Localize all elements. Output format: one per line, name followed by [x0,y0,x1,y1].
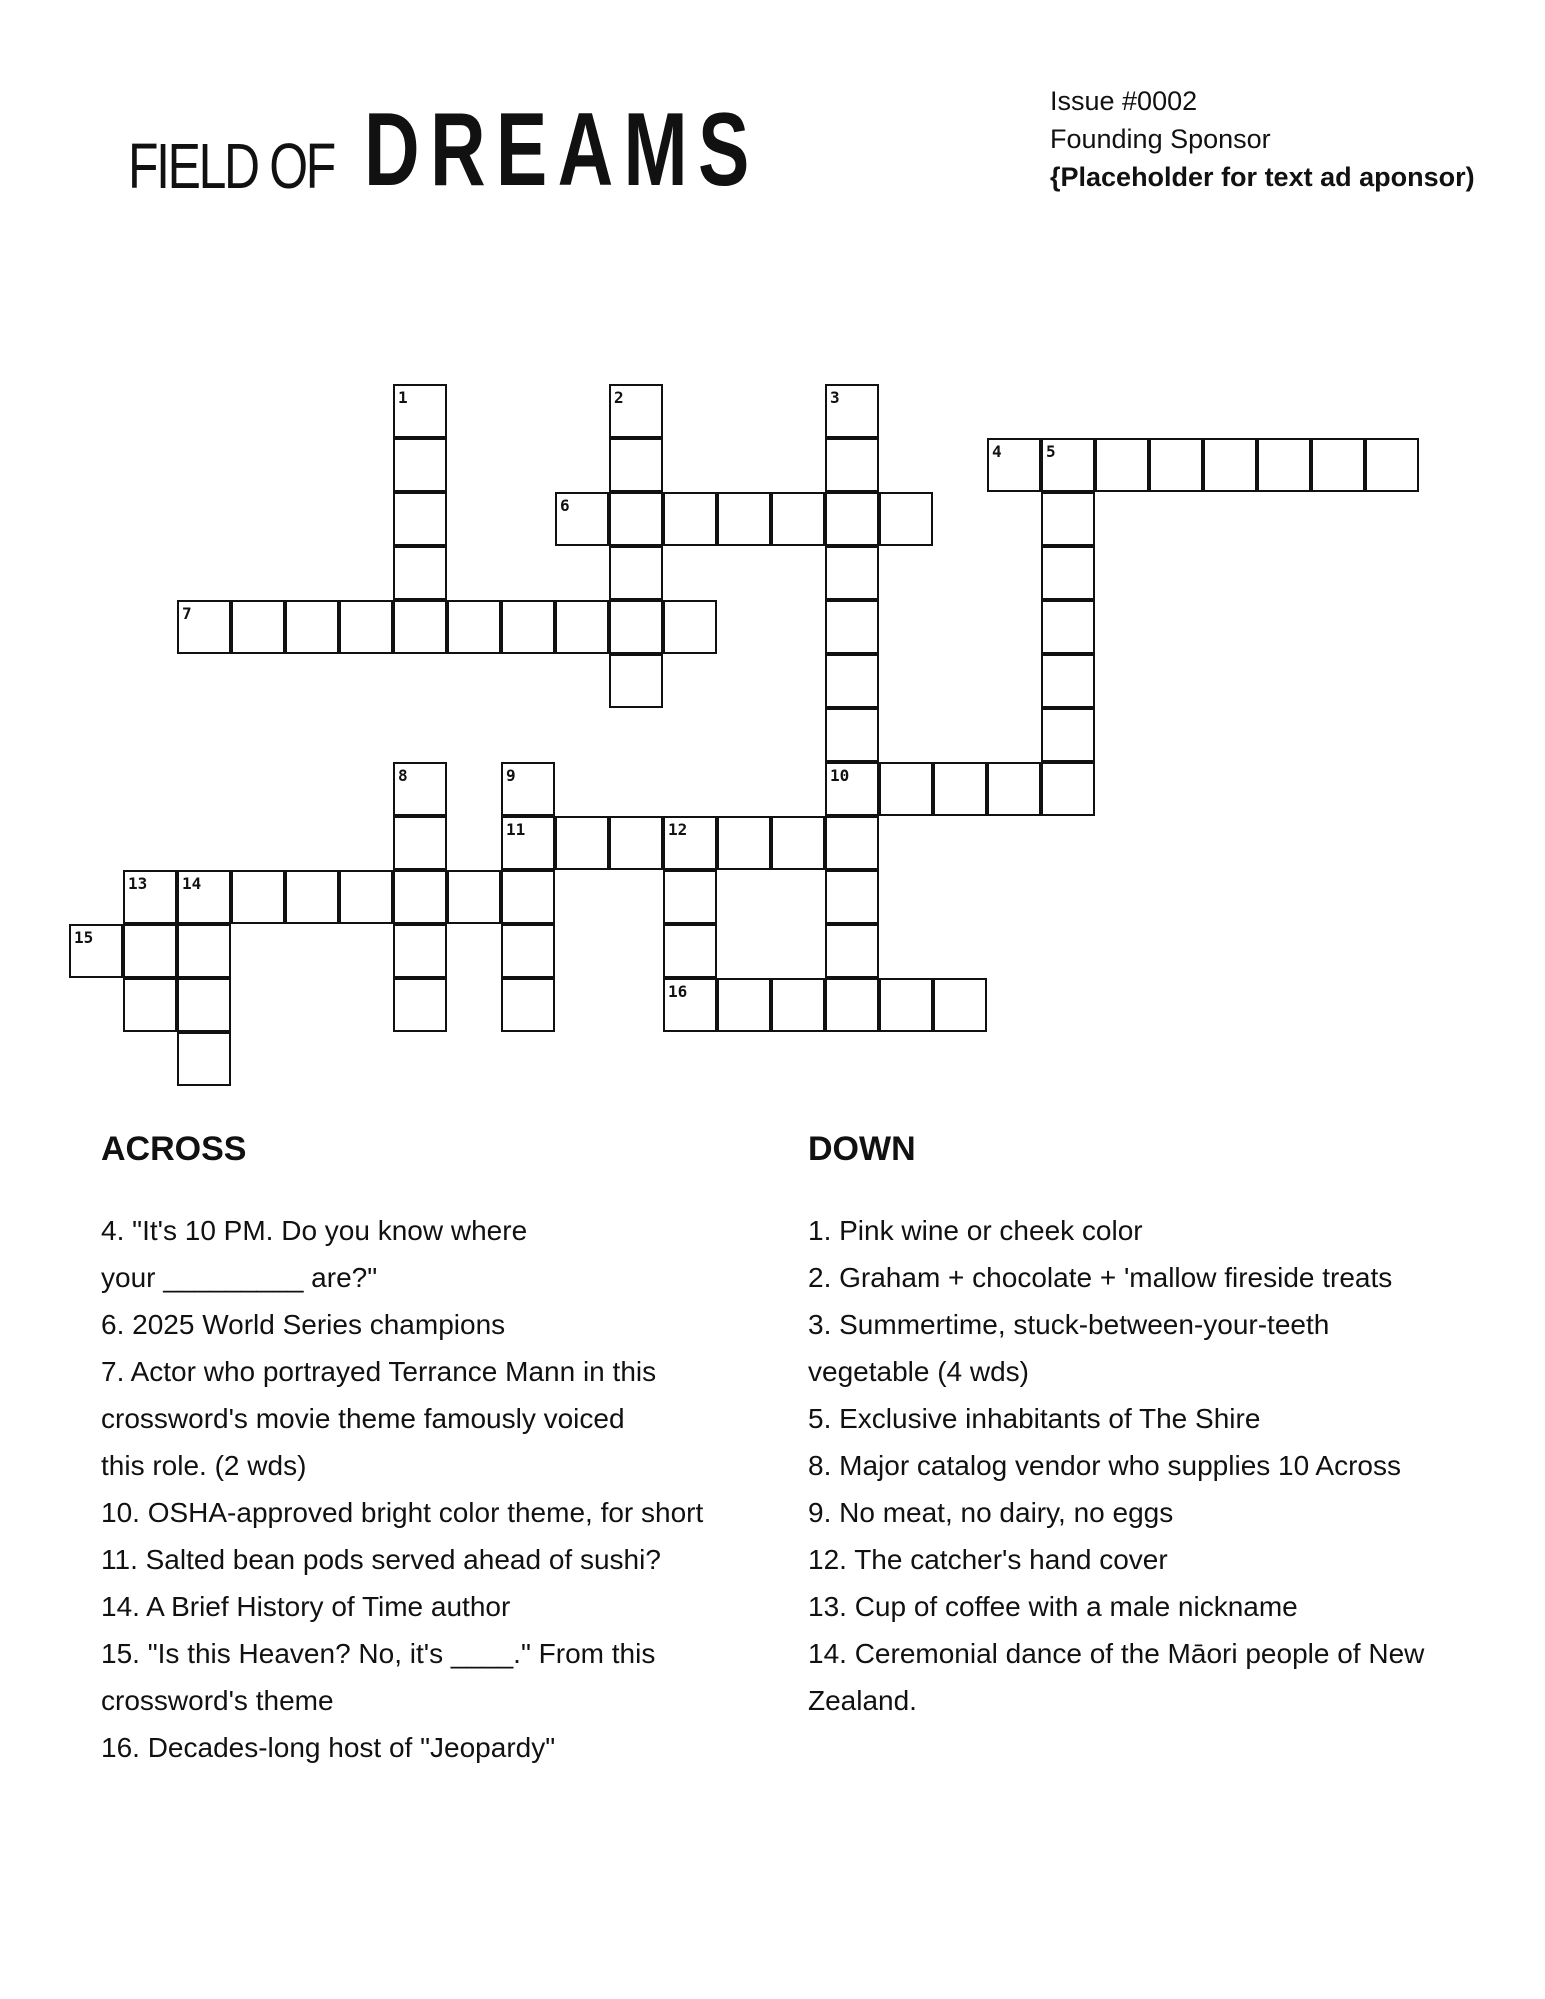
down-clue-line: 1. Pink wine or cheek color [808,1215,1143,1246]
grid-cell[interactable] [447,600,501,654]
grid-cell[interactable] [177,924,231,978]
down-clue-line: 5. Exclusive inhabitants of The Shire [808,1403,1261,1434]
grid-cell[interactable] [825,708,879,762]
grid-cell[interactable] [1041,492,1095,546]
clue-number: 11 [506,820,526,839]
across-clue-line: 7. Actor who portrayed Terrance Mann in this [101,1356,657,1387]
grid-cell[interactable] [555,600,609,654]
clue-number: 16 [668,982,688,1001]
title-dreams: DREAMS [364,92,760,208]
grid-cell[interactable] [825,924,879,978]
grid-cell[interactable] [825,546,879,600]
grid-cell[interactable] [1311,438,1365,492]
down-clue-line: vegetable (4 wds) [808,1356,1030,1387]
grid-cell[interactable] [663,600,717,654]
across-clues [101,1125,703,1771]
across-clue-line: 16. Decades-long host of "Jeopardy" [101,1732,556,1763]
grid-cell[interactable] [501,816,555,870]
grid-cell[interactable] [393,546,447,600]
down-clues [808,1125,1424,1724]
grid-cell[interactable] [663,816,717,870]
grid-cell[interactable] [555,492,609,546]
grid-cell[interactable] [987,438,1041,492]
clue-number: 4 [992,442,1002,461]
down-clue-line: 8. Major catalog vendor who supplies 10 Across [808,1450,1401,1481]
grid-cell[interactable] [393,924,447,978]
clue-number: 15 [74,928,94,947]
grid-cell[interactable] [69,924,123,978]
grid-cell[interactable] [609,384,663,438]
grid-cell[interactable] [987,762,1041,816]
grid-cell[interactable] [123,924,177,978]
grid-cell[interactable] [1203,438,1257,492]
grid-cell[interactable] [393,870,447,924]
grid-cell[interactable] [609,600,663,654]
grid-cell[interactable] [771,492,825,546]
grid-cell[interactable] [339,870,393,924]
grid-cell[interactable] [933,762,987,816]
down-clue-line: 3. Summertime, stuck-between-your-teeth [808,1309,1330,1340]
across-heading: ACROSS [101,1130,247,1168]
grid-cell[interactable] [231,870,285,924]
grid-cell[interactable] [1041,708,1095,762]
grid-cell[interactable] [663,492,717,546]
grid-cell[interactable] [555,816,609,870]
down-clue-line: 14. Ceremonial dance of the Māori people of New [808,1638,1425,1669]
down-clue-line: Zealand. [808,1685,917,1716]
grid-cell[interactable] [501,924,555,978]
across-clue-line: 6. 2025 World Series champions [101,1309,506,1340]
grid-cell[interactable] [825,870,879,924]
sponsor-placeholder: {Placeholder for text ad aponsor) [1050,162,1475,192]
across-clue-line: this role. (2 wds) [101,1450,307,1481]
grid-cell[interactable] [879,492,933,546]
down-clue-line: 9. No meat, no dairy, no eggs [808,1497,1174,1528]
grid-cell[interactable] [123,978,177,1032]
grid-cell[interactable] [609,492,663,546]
issue-number: Issue #0002 [1050,86,1198,116]
grid-cell[interactable] [933,978,987,1032]
grid-cell[interactable] [501,870,555,924]
clue-number: 3 [830,388,840,407]
grid-cell[interactable] [1257,438,1311,492]
clue-number: 8 [398,766,408,785]
title-field-of: FIELD OF [128,130,334,202]
grid-cell[interactable] [123,870,177,924]
grid-cell[interactable] [177,870,231,924]
grid-cell[interactable] [393,438,447,492]
grid-cell[interactable] [663,870,717,924]
clue-number: 1 [398,388,408,407]
across-clue-line: your _________ are?" [101,1262,378,1293]
grid-cell[interactable] [1041,600,1095,654]
grid-cell[interactable] [771,978,825,1032]
across-clue-line: 11. Salted bean pods served ahead of sushi? [101,1544,661,1575]
across-clue-line: crossword's theme [101,1685,334,1716]
grid-cell[interactable] [393,600,447,654]
grid-cell[interactable] [609,546,663,600]
down-clue-line: 12. The catcher's hand cover [808,1544,1168,1575]
grid-cell[interactable] [285,600,339,654]
grid-cell[interactable] [1149,438,1203,492]
grid-cell[interactable] [1041,762,1095,816]
sponsor-label: Founding Sponsor [1050,124,1271,154]
clue-number: 9 [506,766,516,785]
clue-number: 6 [560,496,570,515]
across-clue-line: 14. A Brief History of Time author [101,1591,511,1622]
grid-cell[interactable] [663,978,717,1032]
grid-cell[interactable] [177,600,231,654]
grid-cell[interactable] [717,978,771,1032]
grid-cell[interactable] [663,924,717,978]
grid-cell[interactable] [825,978,879,1032]
grid-cell[interactable] [285,870,339,924]
grid-cell[interactable] [501,762,555,816]
grid-cell[interactable] [231,600,285,654]
down-clue-line: 13. Cup of coffee with a male nickname [808,1591,1298,1622]
grid-cell[interactable] [1041,654,1095,708]
grid-cell[interactable] [393,384,447,438]
grid-cell[interactable] [1365,438,1419,492]
grid-cell[interactable] [393,492,447,546]
grid-cell[interactable] [825,384,879,438]
across-clue-line: 10. OSHA-approved bright color theme, for short [101,1497,704,1528]
grid-cell[interactable] [825,600,879,654]
grid-cell[interactable] [825,654,879,708]
across-clue-line: crossword's movie theme famously voiced [101,1403,625,1434]
down-heading: DOWN [808,1130,916,1168]
grid-cell[interactable] [177,1032,231,1086]
grid-cell[interactable] [825,762,879,816]
down-clue-line: 2. Graham + chocolate + 'mallow fireside treats [808,1262,1393,1293]
grid-cell[interactable] [825,438,879,492]
grid-cell[interactable] [825,816,879,870]
grid-cell[interactable] [609,438,663,492]
grid-cell[interactable] [393,816,447,870]
grid-cell[interactable] [609,816,663,870]
grid-cell[interactable] [1041,438,1095,492]
grid-cell[interactable] [609,654,663,708]
across-clue-line: 4. "It's 10 PM. Do you know where [101,1215,528,1246]
grid-cell[interactable] [339,600,393,654]
grid-cell[interactable] [825,492,879,546]
across-clue-line: 15. "Is this Heaven? No, it's ____." From this [101,1638,656,1669]
clue-number: 10 [830,766,850,785]
grid-cell[interactable] [879,978,933,1032]
clue-number: 14 [182,874,202,893]
grid-cell[interactable] [717,816,771,870]
grid-cell[interactable] [447,870,501,924]
clue-number: 13 [128,874,148,893]
grid-cell[interactable] [501,600,555,654]
grid-cell[interactable] [393,762,447,816]
grid-cell[interactable] [501,978,555,1032]
grid-cell[interactable] [879,762,933,816]
grid-cell[interactable] [1041,546,1095,600]
grid-cell[interactable] [1095,438,1149,492]
grid-cell[interactable] [177,978,231,1032]
grid-cell[interactable] [771,816,825,870]
grid-cell[interactable] [717,492,771,546]
clue-number: 7 [182,604,192,623]
clue-number: 2 [614,388,624,407]
clue-number: 12 [668,820,688,839]
grid-cell[interactable] [393,978,447,1032]
clue-number: 5 [1046,442,1056,461]
